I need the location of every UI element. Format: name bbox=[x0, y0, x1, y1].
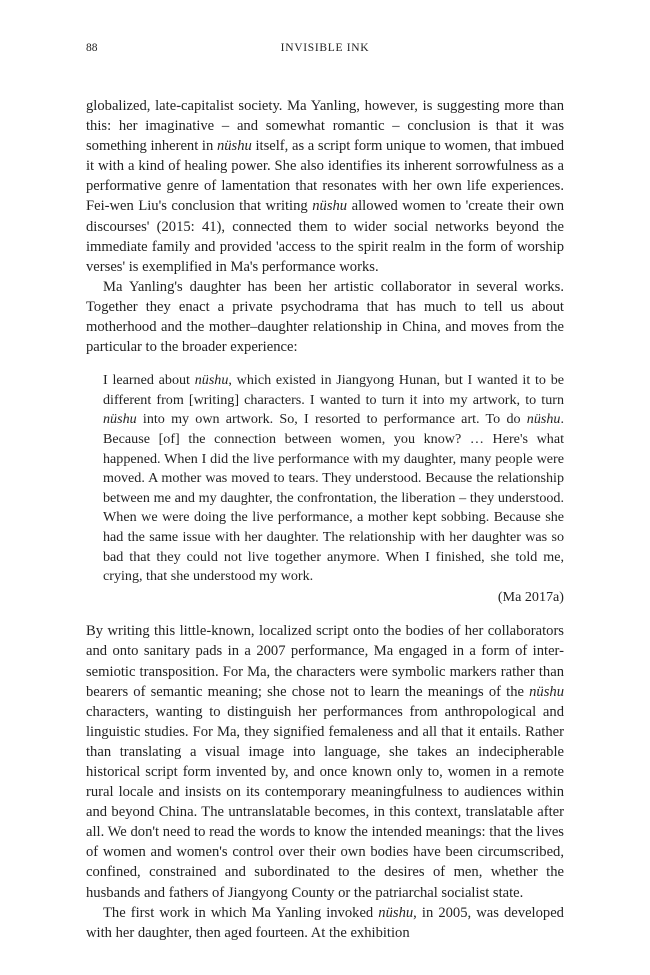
paragraph-3 bbox=[86, 621, 564, 902]
quote-text bbox=[103, 371, 564, 587]
page-number: 88 bbox=[86, 42, 98, 54]
italic-term: nüshu bbox=[526, 411, 561, 428]
text-run: , which existed in Jiangyong Hunan, but I wanted it to be different from [writing] characters. I wanted to turn it into my artwork, to turn bbox=[103, 372, 565, 408]
paragraph-2: Ma Yanling's daughter has been her artistic collaborator in several works. Together they enact a private psychodrama that has much to tell us about motherhood and the mother–daughter relationship in China, and moves from the particular to the broader experience: bbox=[86, 278, 564, 356]
italic-term: nüshu bbox=[378, 904, 414, 921]
paragraph-4 bbox=[86, 903, 564, 943]
text-run: globalized, late-capitalist society. Ma Yanling, however, is suggesting more than this: her imaginative – and somewhat romantic – conclusion is that it was something inherent in bbox=[86, 98, 564, 155]
text-run: characters, wanting to distinguish her performances from anthropological and linguistic studies. For Ma, they signified femaleness and all that it entails. Rather than translating a visual image into language, she takes an indecipherable historical script form invented by, and once known only to, women in a remote rural locale and insists on its contemporary meaningfulness to audiences within and beyond China. The untranslatable becomes, in this context, translatable after all. We don't need to read the words to know the intended meanings: that the lives of women and women's control over their own bodies have been circumscribed, confined, constrained and subordinated to the desires of men, whether the husbands and fathers of Jiangyong County or the patriarchal socialist state. bbox=[86, 703, 564, 901]
text-run: into my own artwork. So, I resorted to performance art. To do bbox=[136, 411, 527, 428]
italic-term: nüshu bbox=[216, 138, 252, 155]
text-run: , in 2005, was developed with her daughter, then aged fourteen. At the exhibition bbox=[86, 904, 564, 941]
italic-term: nüshu bbox=[529, 683, 564, 700]
italic-term: nüshu bbox=[194, 372, 229, 389]
running-head bbox=[86, 42, 564, 62]
block-quote bbox=[103, 371, 564, 607]
text-run: By writing this little-known, localized script onto the bodies of her collaborators and onto sanitary pads in a 2007 performance, Ma engaged in a form of inter-semiotic transposition. For Ma, the characters were symbolic markers rather than bearers of semantic meaning; she chose not to learn the meanings of the bbox=[86, 623, 564, 700]
running-title: INVISIBLE INK bbox=[280, 42, 370, 54]
italic-term: nüshu bbox=[103, 411, 137, 428]
body-text bbox=[86, 96, 564, 943]
text-run: . Because [of] the connection between women, you know? … Here's what happened. When I did the live performance with my daughter, many people were moved. A mother was moved to tears. They understood. Because the relationship between me and my daughter, the confrontation, the liberation – they understood. When we were doing the live performance, a mother kept sobbing. Because she had the same issue with her daughter. The relationship with her daughter was so bad that they could not live together anymore. When I finished, she told me, crying, that she understood my work. bbox=[103, 411, 564, 585]
text-run: The first work in which Ma Yanling invoked bbox=[103, 904, 379, 921]
quote-citation: (Ma 2017a) bbox=[497, 588, 564, 605]
text-run: allowed women to 'create their own discourses' (2015: 41), connected them to wider social networks beyond the immediate family and provided 'access to the spirit realm in the form of worship verses' is exemplified in Ma's performance works. bbox=[86, 198, 564, 275]
italic-term: nüshu bbox=[312, 198, 348, 215]
text-run: I learned about bbox=[103, 372, 195, 389]
text-run: itself, as a script form unique to women, that imbued it with a kind of healing power. She also identifies its inherent sorrowfulness as a performative genre of lamentation that resonates with her own life experiences. Fei-wen Liu's conclusion that writing bbox=[86, 138, 565, 215]
paragraph-1 bbox=[86, 96, 564, 277]
